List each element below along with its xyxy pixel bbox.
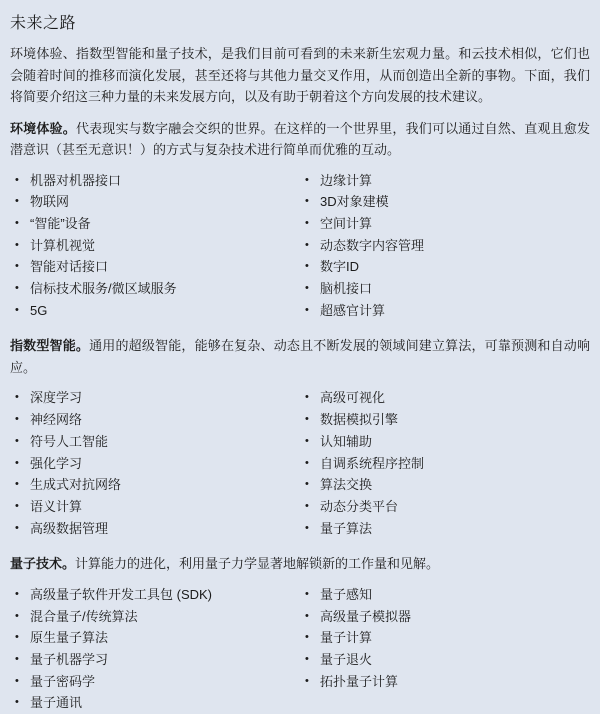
list-item: • 动态分类平台 (300, 496, 590, 518)
section-ambient-experience (10, 118, 590, 322)
section-lead: 量子技术。 (10, 556, 76, 572)
list-item: • 空间计算 (300, 213, 590, 235)
list-item: • 信标技术服务/微区域服务 (10, 278, 300, 300)
list-item: • 深度学习 (10, 387, 300, 409)
list-item: • 物联网 (10, 191, 300, 213)
bullet-list-right (300, 387, 590, 539)
list-item: • 生成式对抗网络 (10, 474, 300, 496)
bullet-list-right (300, 170, 590, 322)
list-item: • 边缘计算 (300, 170, 590, 192)
list-item: • 高级数据管理 (10, 518, 300, 540)
bullet-list-left (10, 170, 300, 322)
list-item: • 算法交换 (300, 474, 590, 496)
section-paragraph (10, 553, 590, 575)
section-description: 代表现实与数字融会交织的世界。在这样的一个世界里，我们可以通过自然、直观且愈发潜意识（甚至无意识！）的方式与复杂技术进行简单而优雅的互动。 (10, 120, 590, 157)
list-item: • 强化学习 (10, 453, 300, 475)
list-item: • 量子退火 (300, 649, 590, 671)
section-paragraph (10, 335, 590, 378)
list-item: • 混合量子/传统算法 (10, 606, 300, 628)
list-item: • 量子算法 (300, 518, 590, 540)
list-item: • 数字ID (300, 256, 590, 278)
bullet-columns (10, 387, 590, 539)
section-paragraph (10, 118, 590, 161)
section-exponential-intelligence (10, 335, 590, 539)
list-item: • 5G (10, 300, 300, 322)
section-lead: 指数型智能。 (10, 338, 90, 354)
list-item: • 语义计算 (10, 496, 300, 518)
list-item: • 智能对话接口 (10, 256, 300, 278)
list-item: • 高级量子模拟器 (300, 606, 590, 628)
list-item: • 拓扑量子计算 (300, 671, 590, 693)
list-item: • 高级量子软件开发工具包 (SDK) (10, 584, 300, 606)
list-item: • 自调系统程序控制 (300, 453, 590, 475)
section-lead: 环境体验。 (10, 120, 76, 136)
list-item: • 超感官计算 (300, 300, 590, 322)
intro-paragraph: 环境体验、指数型智能和量子技术，是我们目前可看到的未来新生宏观力量。和云技术相似，它们也会随着时间的推移而演化发展，甚至还将与其他力量交叉作用，从而创造出全新的事物。下面，我们将简要介绍这三种力量的未来发展方向，以及有助于朝着这个方向发展的技术建议。 (10, 46, 590, 104)
list-item: • 计算机视觉 (10, 235, 300, 257)
list-item: • 量子通讯 (10, 692, 300, 714)
list-item: • 神经网络 (10, 409, 300, 431)
section-quantum-technology (10, 553, 590, 714)
list-item: • 高级可视化 (300, 387, 590, 409)
list-item: • 量子密码学 (10, 671, 300, 693)
list-item: • 3D对象建模 (300, 191, 590, 213)
list-item: • 脑机接口 (300, 278, 590, 300)
bullet-columns (10, 170, 590, 322)
list-item: • 认知辅助 (300, 431, 590, 453)
list-item: • 量子机器学习 (10, 649, 300, 671)
list-item: • 机器对机器接口 (10, 170, 300, 192)
bullet-list-left (10, 387, 300, 539)
section-description: 通用的超级智能，能够在复杂、动态且不断发展的领域间建立算法，可靠预测和自动响应。 (10, 338, 590, 375)
bullet-list-right (300, 584, 590, 714)
bullet-list-left (10, 584, 300, 714)
list-item: • “智能”设备 (10, 213, 300, 235)
bullet-columns (10, 584, 590, 714)
list-item: • 原生量子算法 (10, 627, 300, 649)
list-item: • 量子计算 (300, 627, 590, 649)
list-item: • 数据模拟引擎 (300, 409, 590, 431)
page-title: 未来之路 (10, 15, 77, 32)
list-item: • 符号人工智能 (10, 431, 300, 453)
list-item: • 量子感知 (300, 584, 590, 606)
list-item: • 动态数字内容管理 (300, 235, 590, 257)
section-description: 计算能力的进化，利用量子力学显著地解锁新的工作量和见解。 (75, 556, 440, 572)
